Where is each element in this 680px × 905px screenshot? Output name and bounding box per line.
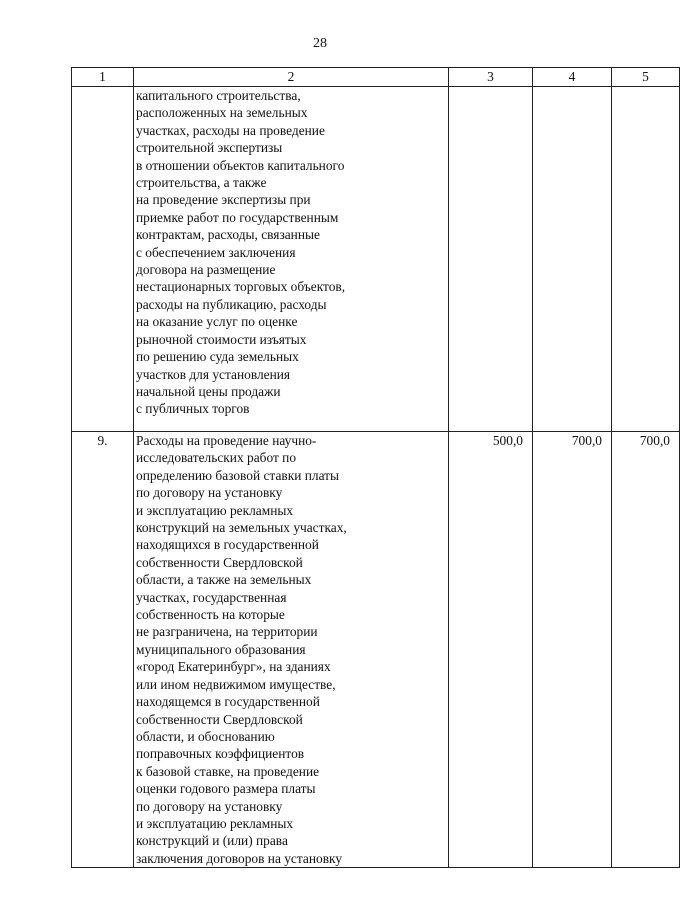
row-description: Расходы на проведение научно- исследовательских работ по определению базовой ставки платы по договору на установку и эксплуатацию рекламных конструкций на земельных участках, находящихся в государственной собственности Свердловской области, а также на земельных участках, государственная собственность на которые не разграничена, на территории муниципального образования «город Екатеринбург», на зданиях или ином недвижимом имуществе, находящемся в государственной собственности Свердловской области, и обоснованию поправочных коэффициентов к базовой ставке, на проведение оценки годового размера платы по договору на установку и эксплуатацию рекламных конструкций и (или) права заключения договоров на установку xyxy=(134,432,449,868)
value-col4: 700,0 xyxy=(533,432,612,868)
row-number: 9. xyxy=(72,432,134,868)
column-header: 3 xyxy=(449,68,533,87)
value-col3 xyxy=(449,87,533,432)
column-header: 4 xyxy=(533,68,612,87)
row-description: капитального строительства, расположенных на земельных участках, расходы на проведение строительной экспертизы в отношении объектов капитального строительства, а также на проведение экспертизы при приемке работ по государственным контрактам, расходы, связанные с обеспечением заключения договора на размещение нестационарных торговых объектов, расходы на публикацию, расходы на оказание услуг по оценке рыночной стоимости изъятых по решению суда земельных участков для установления начальной цены продажи с публичных торгов xyxy=(134,87,449,432)
column-header: 2 xyxy=(134,68,449,87)
table-header-row xyxy=(72,68,680,87)
column-header: 1 xyxy=(72,68,134,87)
row-number xyxy=(72,87,134,432)
table-row xyxy=(72,432,680,868)
value-col5 xyxy=(612,87,680,432)
table-row xyxy=(72,87,680,432)
column-header: 5 xyxy=(612,68,680,87)
value-col4 xyxy=(533,87,612,432)
budget-table xyxy=(71,67,680,868)
value-col5: 700,0 xyxy=(612,432,680,868)
value-col3: 500,0 xyxy=(449,432,533,868)
page-number: 28 xyxy=(313,36,327,51)
